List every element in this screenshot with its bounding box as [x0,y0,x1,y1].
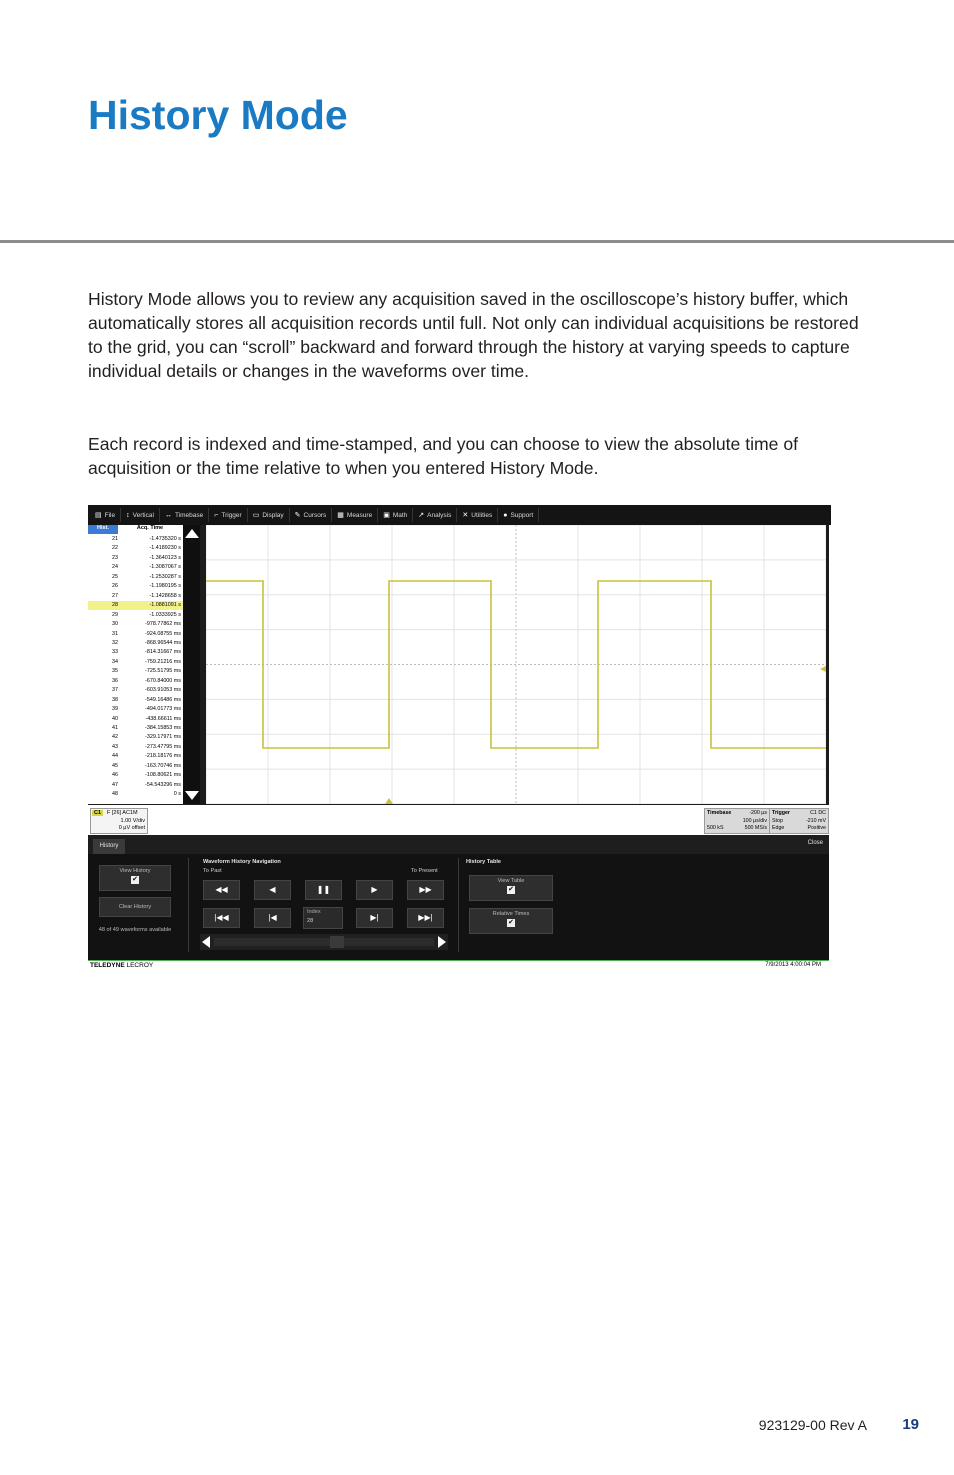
waveform-grid[interactable] [206,525,826,804]
row-index: 38 [112,696,118,703]
view-table-toggle[interactable] [469,875,553,901]
row-index: 32 [112,639,118,646]
row-time: 0 s [173,791,181,798]
menu-display[interactable] [248,508,290,522]
close-button[interactable]: Close [807,840,823,846]
row-index: 27 [112,592,118,599]
table-row[interactable] [88,762,183,771]
table-row[interactable] [88,724,183,733]
next-record-button[interactable] [356,908,393,928]
relative-times-toggle[interactable] [469,908,553,934]
row-time: -603.91053 ms [145,687,181,694]
menu-label: Measure [346,511,373,519]
c1-tag: C1 [94,810,102,816]
timebase-label: Timebase [707,810,732,816]
table-row[interactable] [88,781,183,790]
row-time: -549.16486 ms [145,696,181,703]
row-index: 28 [112,602,118,609]
acq-time-column-header[interactable]: Acq. Time [136,525,164,531]
row-time: -924.08755 ms [145,630,181,637]
channel-descriptor-bar [88,805,829,835]
vertical-icon: ↕ [126,511,130,519]
pause-button[interactable] [305,880,342,900]
row-index: 39 [112,706,118,713]
scroll-up-icon[interactable] [185,529,199,538]
row-index: 42 [112,734,118,741]
row-index: 34 [112,658,118,665]
title-divider [0,240,954,243]
view-table-checkbox-icon: ✔ [508,886,514,893]
row-time: -725.51795 ms [145,668,181,675]
menu-analysis[interactable] [413,508,457,522]
table-row[interactable] [88,696,183,705]
row-index: 48 [112,791,118,798]
table-row[interactable] [88,667,183,676]
index-label: Index [307,909,321,915]
fast-rewind-button[interactable] [203,880,240,900]
timebase-icon: ↔ [164,511,172,519]
row-time: -273.47795 ms [145,743,181,750]
divider [188,858,189,952]
skip-next-icon: ▶| [370,913,379,922]
trigger-slope: Positive [807,825,826,831]
trigger-label: Trigger [772,810,790,816]
menu-support[interactable] [498,508,539,522]
row-time: -814.31667 ms [145,649,181,656]
menu-bar [88,505,831,525]
previous-record-button[interactable] [254,908,291,928]
menu-label: Cursors [303,511,327,519]
last-record-button[interactable] [407,908,444,928]
row-index: 36 [112,677,118,684]
intro-paragraph: History Mode allows you to review any acquisition saved in the oscilloscope’s history buffer, which automatically stores all acquisition records until full. Not only can individual acquisitions be restored to the grid, you can “scroll” backward and forward through the history at varying speeds to capture individual details or changes in the waveforms over time. [88,289,859,381]
pause-icon: ❚❚ [316,885,331,894]
waveform-svg [206,525,826,804]
table-row[interactable] [88,733,183,742]
slider-thumb[interactable] [330,936,344,948]
row-index: 33 [112,649,118,656]
row-time: -329.17971 ms [145,734,181,741]
analysis-icon: ↗ [418,512,425,519]
row-time: -1.4189230 s [149,545,181,552]
page-title: History Mode [88,92,348,138]
fast-forward-icon: ▶▶ [419,885,432,894]
menu-utilities[interactable] [457,508,498,522]
play-icon: ▶ [371,885,378,894]
row-time: -1.0881091 s [149,602,181,609]
menu-label: Support [510,511,534,519]
c1-vdiv: 1.00 V/div [120,818,145,824]
menu-cursors[interactable] [290,508,333,522]
row-time: -438.66611 ms [145,715,181,722]
divider [458,858,459,952]
row-time: -218.18176 ms [145,753,181,760]
view-history-checkbox-icon: ✔ [132,876,138,883]
table-row[interactable] [88,582,183,591]
row-index: 25 [112,573,118,580]
row-time: -868.96544 ms [145,639,181,646]
oscilloscope-screenshot [88,505,829,970]
trigger-type: Edge [772,825,785,831]
table-row[interactable] [88,658,183,667]
play-back-icon: ◀ [269,885,276,894]
to-present-label: To Present [411,868,438,874]
menu-vertical[interactable] [121,508,160,522]
row-time: -54.543296 ms [145,781,181,788]
scroll-down-icon[interactable] [185,791,199,800]
first-record-button[interactable] [203,908,240,928]
row-index: 45 [112,762,118,769]
table-row[interactable] [88,743,183,752]
table-row[interactable] [88,620,183,629]
navigation-title: Waveform History Navigation [203,859,281,865]
row-index: 40 [112,715,118,722]
math-icon: ▣ [383,512,390,519]
slider-track[interactable] [214,938,434,946]
menu-label: Utilities [471,511,493,519]
trigger-icon: ⌐ [214,511,219,519]
menu-trigger[interactable] [209,508,247,522]
row-index: 44 [112,753,118,760]
history-table-title: History Table [466,859,502,865]
c1-descriptor[interactable] [90,808,148,834]
table-row[interactable] [88,630,183,639]
history-table-header [88,525,183,534]
row-time: -108.80621 ms [145,772,181,779]
row-index: 41 [112,725,118,731]
file-icon: ▤ [95,512,102,519]
history-table [88,525,183,804]
row-time: -1.4735320 s [149,536,181,542]
trigger-mode: Stop [772,818,783,824]
table-row[interactable] [88,771,183,780]
row-index: 26 [112,583,118,590]
index-field[interactable] [303,907,343,929]
trigger-descriptor[interactable] [769,808,829,834]
menu-label: Vertical [132,511,154,519]
document-number: 923129-00 Rev A [758,1417,867,1433]
row-index: 47 [112,781,118,788]
measure-icon: ▦ [337,512,344,519]
view-table-label: View Table [497,878,525,884]
to-past-label: To Past [203,868,222,874]
menu-label: Timebase [174,511,204,519]
menu-measure[interactable] [332,508,378,522]
table-row[interactable] [88,544,183,553]
table-row[interactable] [88,535,183,544]
slider-left-arrow-icon[interactable] [202,936,210,948]
row-index: 43 [112,743,118,750]
table-row[interactable] [88,686,183,695]
support-icon: ● [503,511,508,519]
row-time: -670.84000 ms [145,677,181,684]
timebase-samples: 500 kS [707,825,724,831]
row-index: 23 [112,554,118,561]
display-icon: ▭ [252,512,260,519]
row-time: -1.1428658 s [149,592,181,599]
history-dialog [88,836,829,960]
row-time: -1.3087067 s [149,564,181,571]
row-time: -494.01773 ms [145,706,181,713]
dialog-tab-row [88,836,829,854]
menu-timebase[interactable] [160,508,209,522]
row-time: -1.3640123 s [149,554,181,561]
date-time: 7/9/2013 4:00:04 PM [765,962,821,968]
waveforms-available-text: 48 of 49 waveforms available [98,927,172,933]
row-time: -978.77862 ms [145,621,181,628]
skip-first-icon: |◀◀ [214,913,229,922]
clear-history-button[interactable]: Clear History [99,897,171,917]
table-row[interactable] [88,592,183,601]
menu-math[interactable] [378,508,413,522]
cursors-icon: ✎ [294,512,301,519]
row-index: 22 [112,545,118,552]
menu-label: Display [262,511,284,519]
slider-right-arrow-icon[interactable] [438,936,446,948]
row-index: 24 [112,564,118,571]
row-index: 21 [112,536,118,542]
c1-coupling: F [26] AC1M [107,810,138,816]
row-time: -384.15853 ms [145,725,181,731]
row-time: -1.1980195 s [149,583,181,590]
timebase-rate: 500 MS/s [744,825,767,831]
view-history-label: View History [119,868,151,874]
table-row[interactable] [88,573,183,582]
menu-label: Trigger [221,511,242,519]
skip-previous-icon: |◀ [268,913,277,922]
c1-offset: 0 µV offset [118,825,145,831]
timebase-descriptor[interactable] [704,808,770,834]
row-time: -1.2530287 s [149,573,181,580]
row-time: -1.0333925 s [149,611,181,618]
table-row[interactable] [88,715,183,724]
table-row[interactable] [88,563,183,572]
utilities-icon: ✕ [462,512,469,519]
row-index: 46 [112,772,118,779]
table-row[interactable] [88,648,183,657]
menu-file[interactable] [90,508,121,522]
fast-rewind-icon: ◀◀ [215,885,228,894]
row-index: 31 [112,630,118,637]
skip-last-icon: ▶▶| [418,913,433,922]
menu-label: Analysis [427,511,452,519]
table-row[interactable] [88,611,183,620]
brand-logo: TELEDYNE LECROY [90,962,154,969]
row-time: -163.70746 ms [145,762,181,769]
row-index: 37 [112,687,118,694]
trigger-source: C1 DC [810,810,826,816]
table-row[interactable] [88,639,183,648]
index-value: 28 [307,918,314,924]
trigger-level-marker [820,666,826,672]
menu-label: File [104,511,116,519]
relative-times-label: Relative Times [492,911,530,917]
trigger-level: -210 mV [805,818,826,824]
relative-times-checkbox-icon: ✔ [508,919,514,926]
timebase-tdiv: 100 µs/div [742,818,767,824]
table-row[interactable] [88,790,183,799]
timebase-delay: -200 µs [749,810,767,816]
history-table-scrollbar[interactable] [183,525,200,804]
table-row[interactable] [88,554,183,563]
table-row[interactable] [88,705,183,714]
row-index: 29 [112,611,118,618]
step-back-button[interactable] [254,880,291,900]
hist-column-header[interactable]: Hist. [88,525,118,534]
history-slider[interactable] [200,934,448,950]
table-row[interactable] [88,677,183,686]
table-row[interactable] [88,752,183,761]
tab-history[interactable]: History [93,839,125,854]
status-bar [88,960,829,971]
page-number: 19 [902,1416,919,1433]
table-row[interactable] [88,601,183,610]
fast-forward-button[interactable] [407,880,444,900]
menu-label: Math [392,511,408,519]
row-index: 35 [112,668,118,675]
view-history-toggle[interactable] [99,865,171,891]
row-time: -759.21216 ms [145,658,181,665]
play-forward-button[interactable] [356,880,393,900]
index-paragraph: Each record is indexed and time-stamped, and you can choose to view the absolute time of acquisition or the time relative to when you entered History Mode. [88,434,799,478]
row-index: 30 [112,621,118,628]
